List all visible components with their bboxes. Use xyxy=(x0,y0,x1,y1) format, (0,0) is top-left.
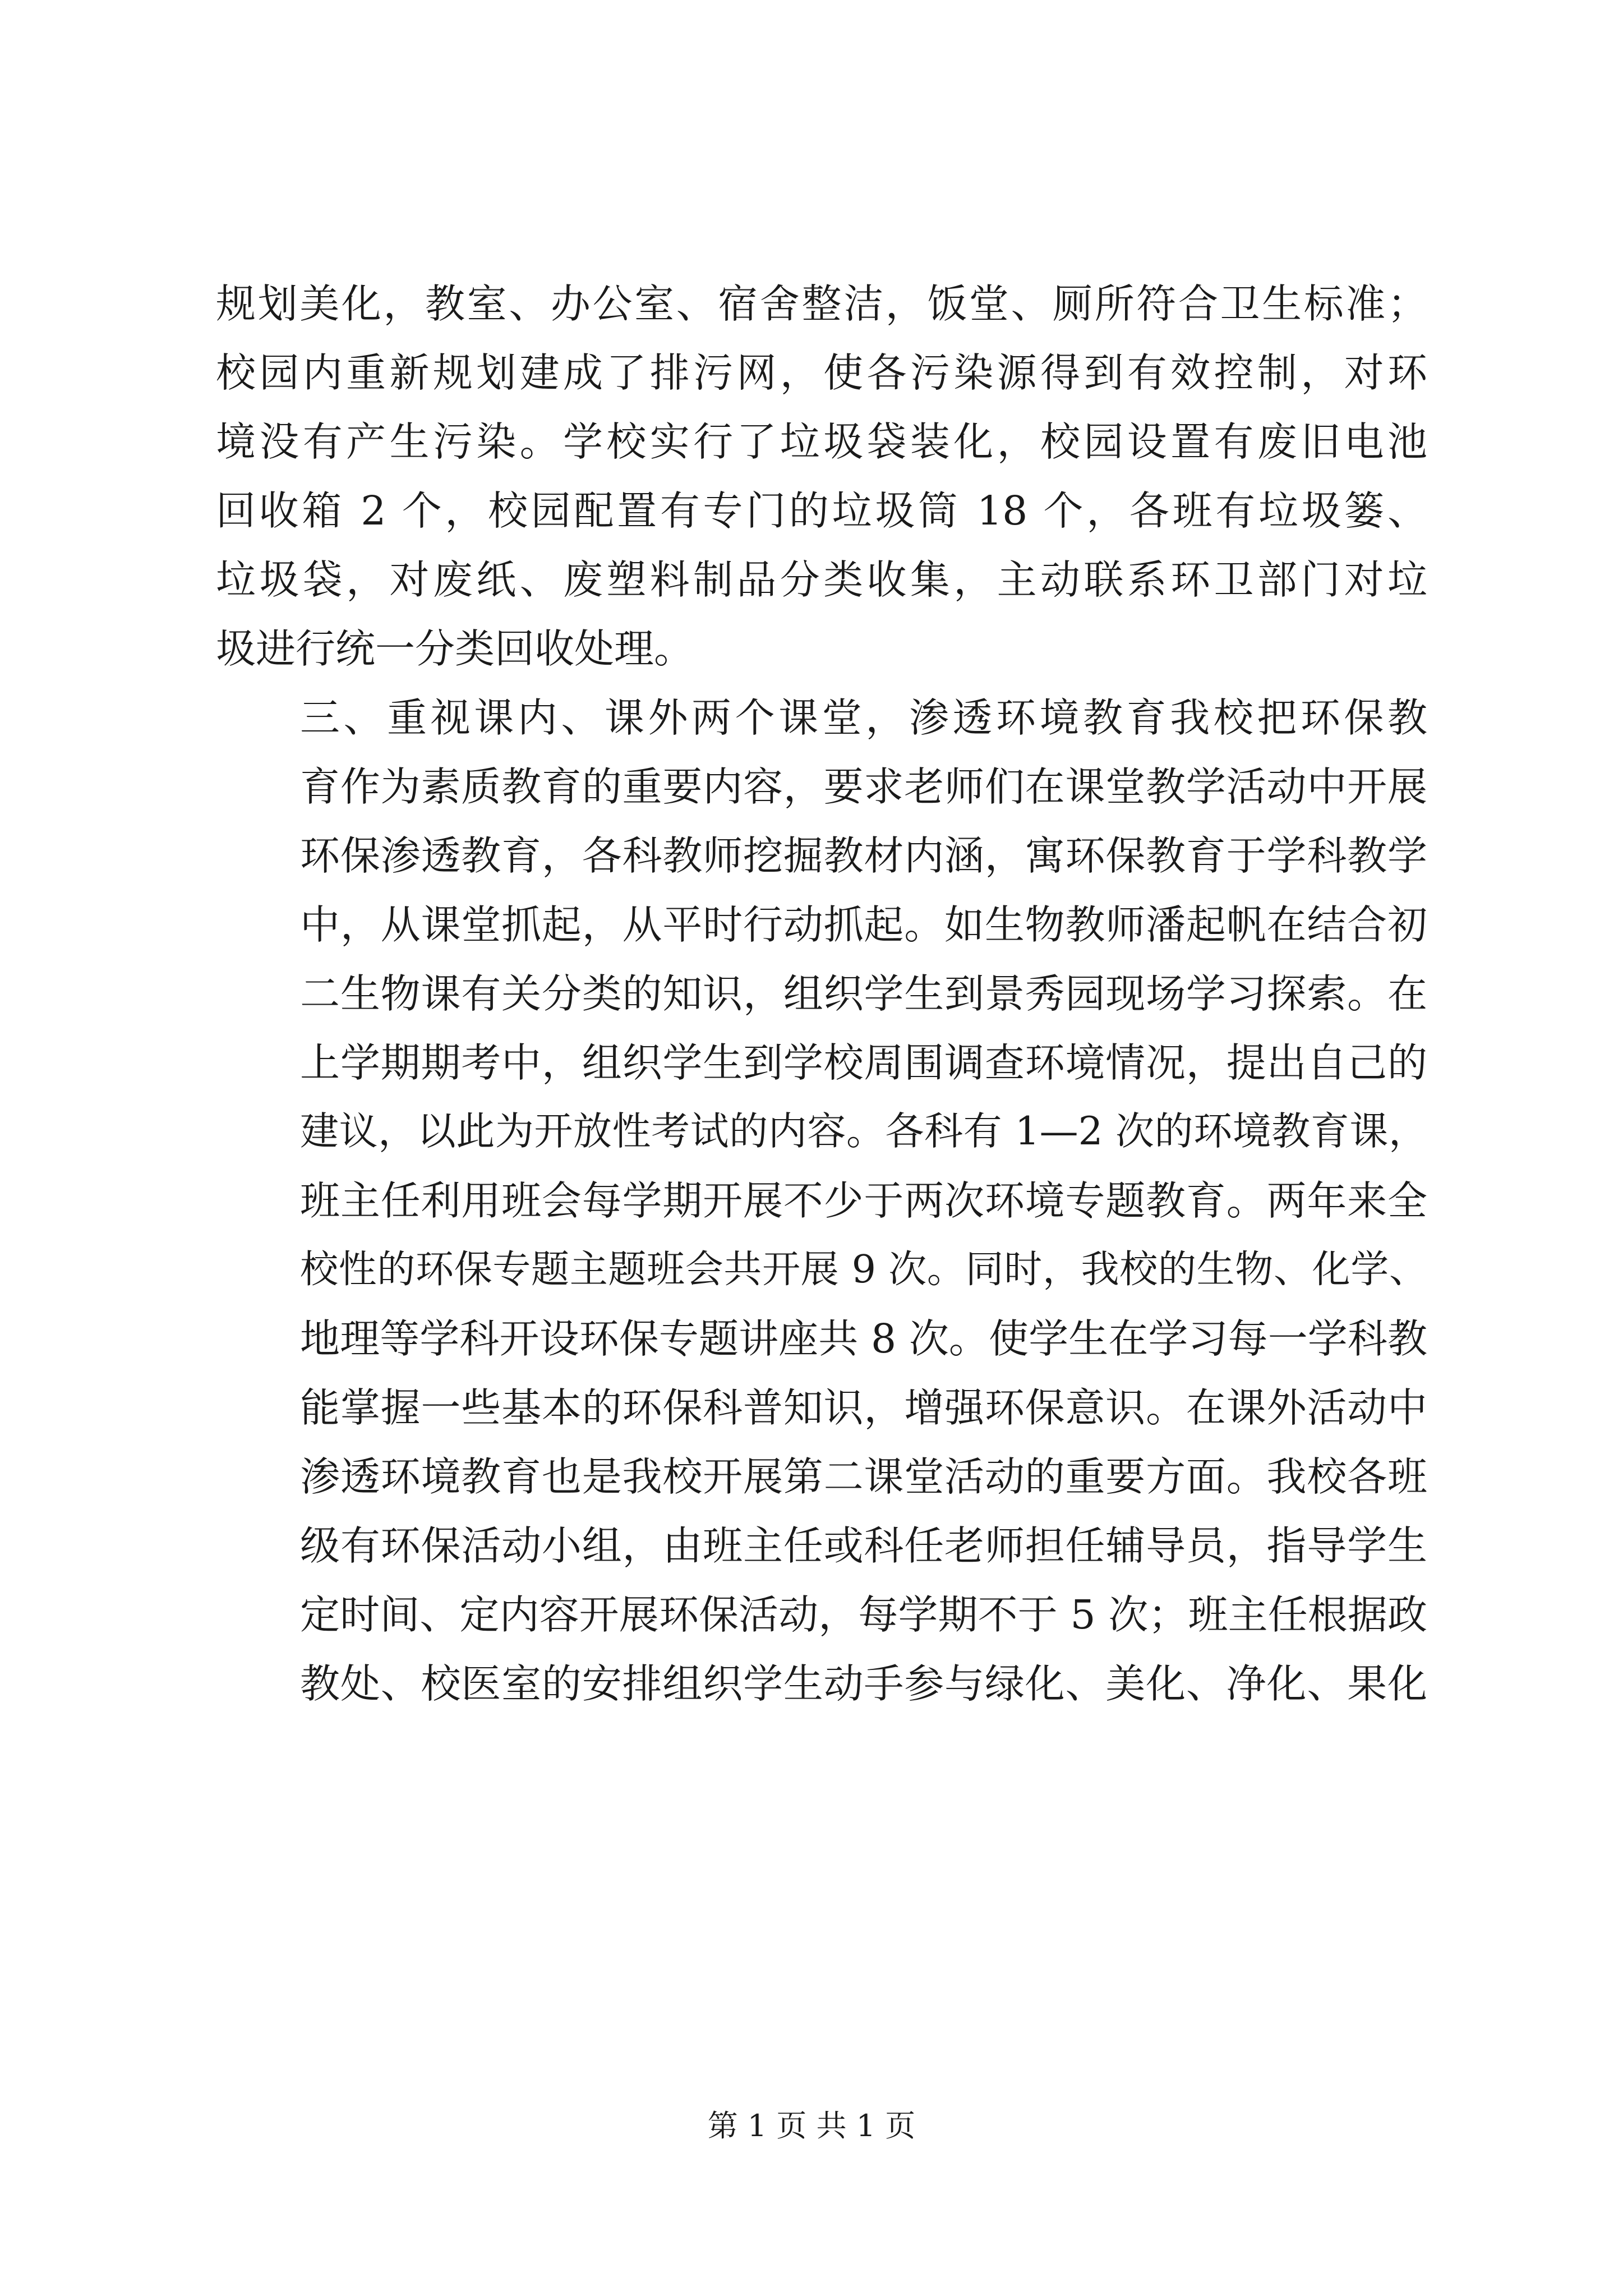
paragraph-1 xyxy=(216,269,1427,683)
text-line: 育作为素质教育的重要内容，要求老师们在课堂教学活动中开展 xyxy=(300,763,1427,810)
text-line: 规划美化，教室、办公室、宿舍整洁，饭堂、厕所符合卫生标准； xyxy=(216,280,1427,327)
text-line: 建议，以此为开放性考试的内容。各科有 1—2 次的环境教育课， xyxy=(300,1109,1427,1154)
text-line: 教处、校医室的安排组织学生动手参与绿化、美化、净化、果化 xyxy=(300,1660,1427,1707)
text-line: 班主任利用班会每学期开展不少于两次环境专题教育。两年来全 xyxy=(300,1177,1427,1224)
text-line: 中，从课堂抓起，从平时行动抓起。如生物教师潘起帆在结合初 xyxy=(300,901,1427,948)
document-body xyxy=(216,269,1427,1718)
text-line: 校园内重新规划建成了排污网，使各污染源得到有效控制，对环 xyxy=(216,349,1427,396)
text-line: 定时间、定内容开展环保活动，每学期不于 5 次；班主任根据政 xyxy=(300,1591,1427,1638)
page-number-footer: 第 1 页 共 1 页 xyxy=(707,2108,916,2143)
text-line: 上学期期考中，组织学生到学校周围调查环境情况，提出自己的 xyxy=(300,1039,1427,1086)
text-line: 校性的环保专题主题班会共开展 9 次。同时，我校的生物、化学、 xyxy=(300,1248,1427,1292)
text-line: 二生物课有关分类的知识，组织学生到景秀园现场学习探索。在 xyxy=(300,970,1427,1017)
text-line: 境没有产生污染。学校实行了垃圾袋装化，校园设置有废旧电池 xyxy=(216,418,1427,465)
text-line: 级有环保活动小组，由班主任或科任老师担任辅导员，指导学生 xyxy=(300,1522,1427,1569)
paragraph-2 xyxy=(216,683,1427,1718)
text-line: 地理等学科开设环保专题讲座共 8 次。使学生在学习每一学科教 xyxy=(300,1315,1427,1362)
text-line: 回收箱 2 个，校园配置有专门的垃圾筒 18 个，各班有垃圾篓、 xyxy=(216,487,1427,534)
text-line: 三、重视课内、课外两个课堂，渗透环境教育我校把环保教 xyxy=(300,694,1427,741)
text-line: 圾进行统一分类回收处理。 xyxy=(216,625,694,672)
text-line: 渗透环境教育也是我校开展第二课堂活动的重要方面。我校各班 xyxy=(300,1453,1427,1500)
text-line: 垃圾袋，对废纸、废塑料制品分类收集，主动联系环卫部门对垃 xyxy=(216,556,1427,603)
text-line: 能掌握一些基本的环保科普知识，增强环保意识。在课外活动中 xyxy=(300,1384,1427,1431)
text-line: 环保渗透教育，各科教师挖掘教材内涵，寓环保教育于学科教学 xyxy=(300,832,1427,879)
